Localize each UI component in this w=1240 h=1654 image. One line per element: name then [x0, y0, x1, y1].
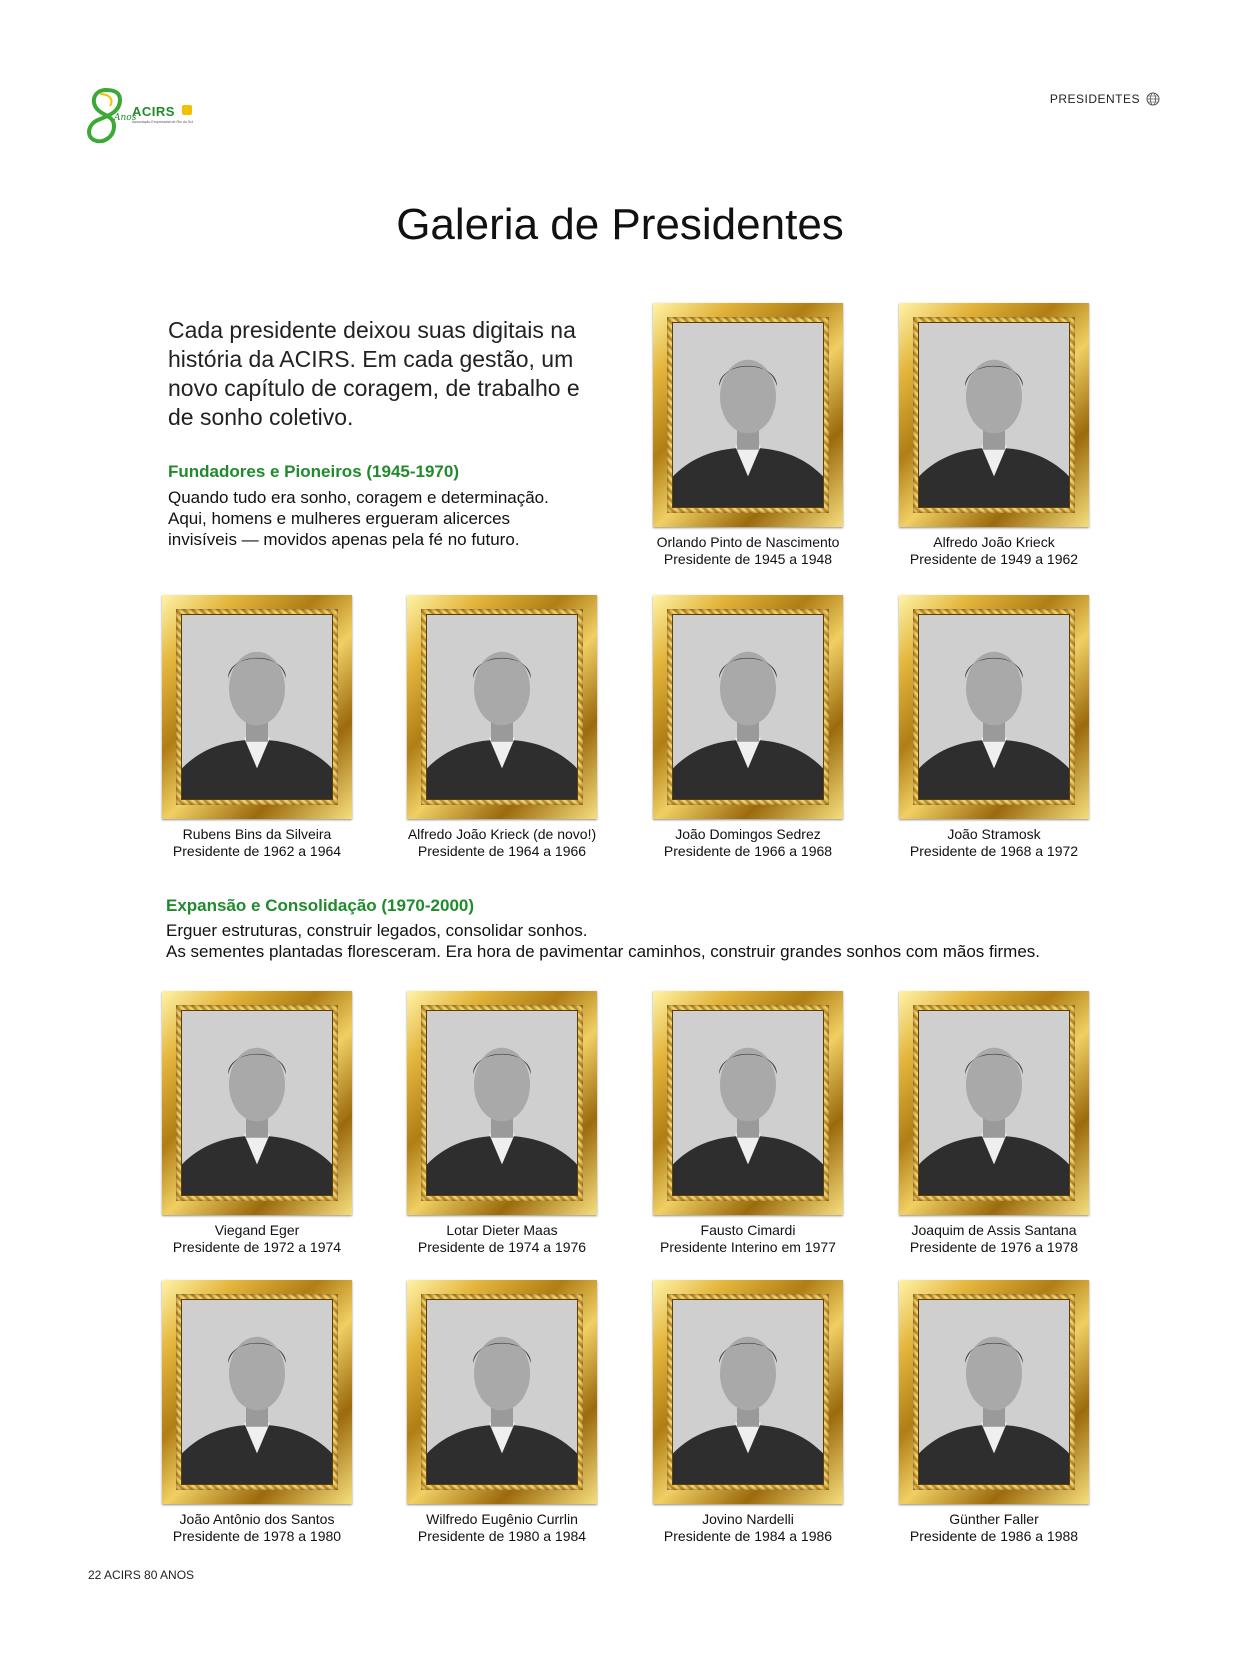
section-tag-label: PRESIDENTES [1049, 92, 1140, 106]
portrait-silhouette-icon [919, 1011, 1069, 1195]
section-text-line: Quando tudo era sonho, coragem e determinação. [168, 488, 549, 507]
president-term: Presidente de 1986 a 1988 [909, 1528, 1079, 1544]
president-card [653, 303, 843, 568]
portrait-silhouette-icon [673, 1300, 823, 1484]
president-card [899, 595, 1089, 860]
president-term: Presidente de 1966 a 1968 [663, 843, 833, 859]
logo-anos: Anos [114, 113, 137, 123]
president-term: Presidente de 1972 a 1974 [172, 1239, 342, 1255]
president-portrait [426, 1299, 578, 1485]
portrait-silhouette-icon [919, 323, 1069, 507]
section-text-line: Erguer estruturas, construir legados, consolidar sonhos. [166, 921, 588, 940]
gold-frame [653, 595, 843, 819]
president-name: Joaquim de Assis Santana [911, 1222, 1077, 1238]
section-text-line: As sementes plantadas floresceram. Era hora de pavimentar caminhos, construir grandes sonhos com mãos firmes. [166, 942, 1041, 961]
gold-frame [653, 1280, 843, 1504]
gold-frame [899, 991, 1089, 1215]
section-heading-expansion: Expansão e Consolidação (1970-2000) [166, 896, 475, 915]
gold-frame [899, 595, 1089, 819]
portrait-silhouette-icon [182, 1011, 332, 1195]
gold-frame [407, 991, 597, 1215]
gold-frame [162, 595, 352, 819]
gold-frame [899, 303, 1089, 527]
portrait-silhouette-icon [919, 1300, 1069, 1484]
page-title: Galeria de Presidentes [396, 200, 844, 249]
president-name: Fausto Cimardi [700, 1222, 796, 1238]
gold-frame [407, 1280, 597, 1504]
president-portrait [181, 1010, 333, 1196]
president-term: Presidente de 1964 a 1966 [417, 843, 587, 859]
gold-frame [162, 991, 352, 1215]
portrait-silhouette-icon [673, 615, 823, 799]
president-term: Presidente de 1949 a 1962 [909, 551, 1079, 567]
president-card [899, 1280, 1089, 1545]
president-portrait [426, 1010, 578, 1196]
president-term: Presidente de 1962 a 1964 [172, 843, 342, 859]
president-name: Jovino Nardelli [702, 1511, 794, 1527]
president-card [653, 1280, 843, 1545]
logo-badge-icon [182, 105, 192, 115]
president-name: Viegand Eger [214, 1222, 300, 1238]
section-text-line: invisíveis — movidos apenas pela fé no futuro. [168, 530, 520, 549]
president-card [899, 991, 1089, 1256]
section-text-founders [168, 487, 628, 550]
section-heading-founders: Fundadores e Pioneiros (1945-1970) [168, 462, 459, 481]
president-name: Lotar Dieter Maas [446, 1222, 558, 1238]
president-term: Presidente de 1945 a 1948 [663, 551, 833, 567]
logo-name: ACIRS [132, 104, 175, 119]
president-portrait [181, 1299, 333, 1485]
president-name: João Domingos Sedrez [675, 826, 821, 842]
president-name: Alfredo João Krieck (de novo!) [407, 826, 597, 842]
portrait-silhouette-icon [427, 615, 577, 799]
acirs-80-anos-logo [84, 86, 204, 148]
president-card [407, 595, 597, 860]
president-portrait [918, 322, 1070, 508]
president-name: Günther Faller [949, 1511, 1039, 1527]
president-portrait [672, 1010, 824, 1196]
president-card [407, 1280, 597, 1545]
president-name: Rubens Bins da Silveira [182, 826, 332, 842]
president-portrait [672, 1299, 824, 1485]
gold-frame [407, 595, 597, 819]
president-term: Presidente de 1980 a 1984 [417, 1528, 587, 1544]
president-term: Presidente de 1974 a 1976 [417, 1239, 587, 1255]
gold-frame [653, 303, 843, 527]
president-name: Orlando Pinto de Nascimento [656, 534, 840, 550]
intro-text: Cada presidente deixou suas digitais na história da ACIRS. Em cada gestão, um novo capítulo de coragem, de trabalho e de sonho coletivo. [168, 317, 580, 430]
portrait-silhouette-icon [919, 615, 1069, 799]
president-card [162, 1280, 352, 1545]
president-term: Presidente de 1976 a 1978 [909, 1239, 1079, 1255]
portrait-silhouette-icon [182, 1300, 332, 1484]
president-card [653, 595, 843, 860]
page-footer: 22 ACIRS 80 ANOS [88, 1568, 195, 1582]
portrait-silhouette-icon [182, 615, 332, 799]
president-name: João Stramosk [947, 826, 1041, 842]
president-term: Presidente de 1978 a 1980 [172, 1528, 342, 1544]
president-portrait [918, 1299, 1070, 1485]
logo-association: Associação Empresarial de Rio do Sul [132, 120, 194, 124]
president-card [162, 595, 352, 860]
president-card [162, 991, 352, 1256]
portrait-silhouette-icon [673, 323, 823, 507]
president-term: Presidente de 1984 a 1986 [663, 1528, 833, 1544]
section-tag [1050, 92, 1160, 106]
portrait-silhouette-icon [673, 1011, 823, 1195]
president-portrait [426, 614, 578, 800]
president-term: Presidente Interino em 1977 [660, 1239, 836, 1255]
president-portrait [918, 1010, 1070, 1196]
gold-frame [162, 1280, 352, 1504]
president-name: Wilfredo Eugênio Currlin [426, 1511, 578, 1527]
gold-frame [653, 991, 843, 1215]
president-card [653, 991, 843, 1256]
president-portrait [672, 322, 824, 508]
section-text-line: Aqui, homens e mulheres ergueram alicerces [168, 509, 511, 528]
gold-frame [899, 1280, 1089, 1504]
president-card [407, 991, 597, 1256]
globe-icon [1146, 92, 1160, 106]
president-name: João Antônio dos Santos [179, 1511, 335, 1527]
president-name: Alfredo João Krieck [933, 534, 1055, 550]
portrait-silhouette-icon [427, 1300, 577, 1484]
section-text-expansion [166, 920, 1126, 962]
president-portrait [181, 614, 333, 800]
portrait-silhouette-icon [427, 1011, 577, 1195]
president-portrait [672, 614, 824, 800]
president-portrait [918, 614, 1070, 800]
president-term: Presidente de 1968 a 1972 [909, 843, 1079, 859]
president-card [899, 303, 1089, 568]
